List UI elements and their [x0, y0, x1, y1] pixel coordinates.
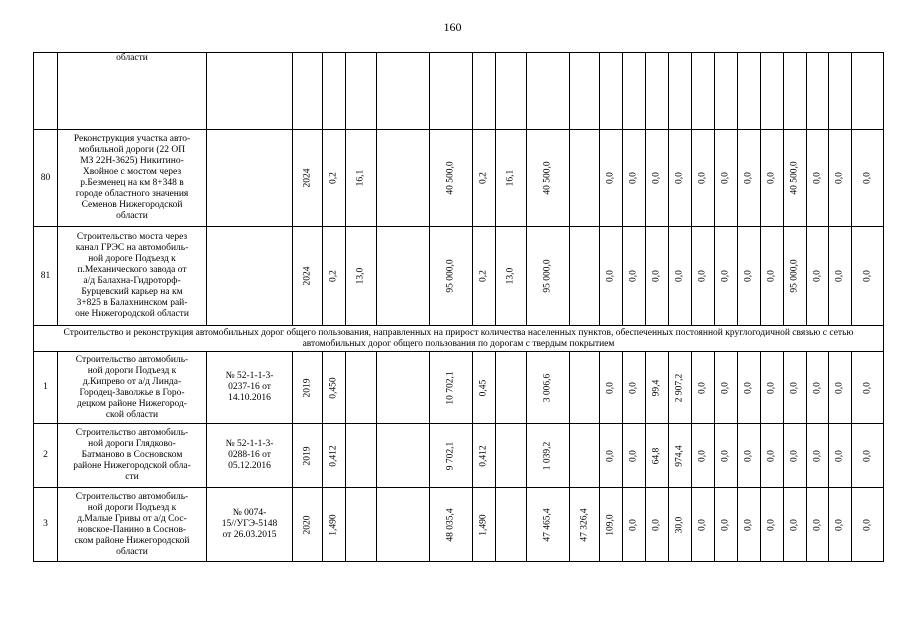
value-cell [570, 352, 600, 424]
cell-value: 0,0 [862, 172, 872, 184]
cell-value: 95 000,0 [789, 259, 800, 293]
text-line: Строительство автомобиль- [75, 428, 189, 438]
cell-value: 0,0 [605, 270, 616, 282]
value-cell [473, 130, 496, 227]
document-reference [207, 130, 293, 227]
value-cell [784, 53, 807, 130]
value-cell [430, 53, 473, 130]
text-line: городе областного значения [75, 189, 189, 199]
object-name [58, 227, 207, 326]
text-line: Строительство автомобиль- [75, 354, 189, 365]
value-cell [738, 488, 761, 562]
value-cell [527, 130, 570, 227]
text-line: № 0074- [232, 508, 267, 518]
cell-value: 0,2 [478, 172, 489, 184]
value-cell [692, 352, 715, 424]
cell-value: 0,0 [720, 270, 731, 282]
value-cell [293, 424, 323, 488]
value-cell [646, 424, 669, 488]
value-cell [807, 130, 829, 227]
value-cell [496, 53, 527, 130]
cell-value: 0,0 [834, 172, 845, 184]
text-line: 0237-16 от [228, 382, 271, 392]
text-line: № 52-1-1-3- [225, 371, 274, 381]
text-line: р.Безменец на км 8+348 в [80, 178, 184, 188]
value-cell [496, 130, 527, 227]
value-cell [496, 352, 527, 424]
row-number: 2 [34, 424, 58, 488]
value-cell [852, 352, 884, 424]
value-cell [600, 227, 623, 326]
value-cell [623, 424, 646, 488]
cell-value: 95 000,0 [542, 259, 553, 293]
text-line: ском районе Нижегородской [74, 535, 190, 546]
value-cell [646, 488, 669, 562]
cell-value: 99,4 [651, 379, 662, 396]
cell-value: 0,2 [478, 270, 489, 282]
value-cell [346, 227, 377, 326]
cell-value: 0,0 [862, 270, 872, 282]
value-cell [473, 352, 496, 424]
text-line: ной дороги Подъезд к [87, 365, 177, 376]
cell-value: 0,0 [605, 381, 616, 394]
cell-value: 0,0 [697, 381, 708, 394]
value-cell [715, 227, 738, 326]
text-line: ской области [105, 409, 159, 420]
table-row [34, 424, 884, 488]
table-row [34, 488, 884, 562]
table-row [34, 53, 884, 130]
cell-value: 0,0 [766, 172, 777, 184]
cell-value: 0,0 [605, 172, 616, 184]
cell-value: 0,0 [628, 381, 639, 394]
value-cell [807, 424, 829, 488]
value-cell [346, 53, 377, 130]
value-cell [692, 424, 715, 488]
cell-value: 109,0 [605, 513, 616, 536]
text-line: мобильной дороги (22 ОП [78, 145, 186, 155]
value-cell [829, 227, 852, 326]
text-line: 05.12.2016 [228, 461, 271, 471]
value-cell [761, 53, 784, 130]
cell-value: 0,0 [605, 449, 616, 462]
text-line: Семенов Нижегородской [81, 200, 183, 210]
value-cell [293, 227, 323, 326]
value-cell [600, 130, 623, 227]
value-cell [600, 352, 623, 424]
value-cell [715, 130, 738, 227]
value-cell [600, 424, 623, 488]
value-cell [623, 130, 646, 227]
value-cell [807, 488, 829, 562]
cell-value: 0,0 [720, 518, 731, 531]
cell-value: 0,0 [789, 449, 800, 462]
cell-value: 0,412 [478, 444, 489, 467]
cell-value: 0,0 [812, 270, 822, 282]
value-cell [829, 352, 852, 424]
cell-value: 40 500,0 [789, 161, 800, 195]
value-cell [346, 424, 377, 488]
text-line: 3+825 в Балахнинском рай- [76, 298, 188, 308]
cell-value: 0,0 [743, 270, 754, 282]
value-cell [293, 130, 323, 227]
value-cell [496, 488, 527, 562]
row-number: 80 [34, 130, 58, 227]
cell-value: 0,0 [834, 381, 845, 394]
value-cell [692, 53, 715, 130]
cell-value: 0,0 [628, 270, 639, 282]
cell-value: 0,0 [812, 518, 822, 531]
value-cell [669, 424, 692, 488]
table-row [34, 130, 884, 227]
value-cell [807, 352, 829, 424]
value-cell [377, 53, 430, 130]
document-reference [207, 227, 293, 326]
cell-value: 0,0 [651, 270, 662, 282]
cell-value: 0,0 [766, 381, 777, 394]
value-cell [761, 130, 784, 227]
text-line: а/д Балахна-Гидроторф- [83, 276, 181, 286]
value-cell [473, 424, 496, 488]
cell-value: 0,0 [743, 172, 754, 184]
value-cell [646, 53, 669, 130]
cell-value: 0,0 [697, 449, 708, 462]
text-line: 0288-16 от [228, 450, 271, 460]
value-cell [829, 130, 852, 227]
cell-value: 47 465,4 [542, 507, 553, 542]
value-cell [829, 424, 852, 488]
table-row [34, 352, 884, 424]
cell-value: 1 039,2 [542, 441, 553, 470]
value-cell [207, 53, 293, 130]
cell-value: 0,2 [328, 172, 339, 184]
cell-value: 2024 [302, 266, 312, 286]
document-reference [207, 352, 293, 424]
object-name [58, 488, 207, 562]
object-name [58, 130, 207, 227]
value-cell [570, 488, 600, 562]
cell-value: 2020 [302, 515, 312, 534]
document-reference [207, 488, 293, 562]
value-cell [377, 352, 430, 424]
value-cell [570, 53, 600, 130]
value-cell [293, 352, 323, 424]
cell-value: 16,1 [355, 169, 366, 187]
value-cell [430, 424, 473, 488]
cell-value: 48 035,4 [445, 507, 456, 542]
value-cell [807, 53, 829, 130]
value-cell [323, 53, 346, 130]
value-cell [377, 424, 430, 488]
cell-value: 0,0 [697, 172, 708, 184]
value-cell [715, 488, 738, 562]
cell-value: 0,0 [862, 518, 872, 531]
value-cell [623, 227, 646, 326]
text-line: децком районе Нижегород- [77, 398, 187, 409]
text-line: Городец-Заволжье в Горо- [79, 387, 185, 398]
cell-value: 47 326,4 [579, 507, 589, 542]
cell-value: 0,0 [628, 172, 639, 184]
text-line: Бурцевский карьер на км [81, 287, 183, 297]
cell-value: 0,0 [789, 518, 800, 531]
value-cell [293, 488, 323, 562]
value-cell [852, 130, 884, 227]
cell-value: 0,0 [628, 449, 639, 462]
value-cell [430, 130, 473, 227]
text-line: д.Малые Гривы от а/д Сос- [77, 513, 187, 524]
value-cell [738, 227, 761, 326]
value-cell [527, 488, 570, 562]
value-cell [692, 130, 715, 227]
value-cell [527, 53, 570, 130]
value-cell [692, 488, 715, 562]
value-cell [377, 130, 430, 227]
cell-value: 0,0 [697, 518, 708, 531]
value-cell [293, 53, 323, 130]
text-line: Реконструкция участка авто- [73, 134, 191, 144]
object-name [58, 424, 207, 488]
cell-value: 0,0 [674, 270, 685, 282]
cell-value: 0,0 [862, 449, 872, 462]
value-cell [829, 488, 852, 562]
value-cell [646, 227, 669, 326]
cell-value: 0,0 [834, 449, 845, 462]
text-line: районе Нижегородской обла- [73, 461, 191, 471]
text-line: ной дороге Подъезд к [88, 254, 176, 264]
cell-value: 0,0 [812, 172, 822, 184]
value-cell [346, 130, 377, 227]
cell-value: 30,0 [674, 516, 685, 533]
text-line: 15//УГЭ-5148 [221, 519, 278, 529]
text-line: оне Нижегородской области [75, 309, 189, 319]
cell-value: 0,45 [478, 379, 489, 396]
value-cell [646, 352, 669, 424]
value-cell [323, 424, 346, 488]
value-cell [761, 227, 784, 326]
cell-value: 2019 [302, 446, 312, 465]
text-line: Батманово в Сосновском [81, 450, 183, 460]
cell-value: 0,0 [651, 518, 662, 531]
page-number: 160 [443, 20, 462, 34]
value-cell [829, 53, 852, 130]
value-cell [496, 227, 527, 326]
value-cell [600, 53, 623, 130]
value-cell [323, 227, 346, 326]
value-cell [473, 488, 496, 562]
value-cell [669, 227, 692, 326]
value-cell [784, 352, 807, 424]
cell-value: 0,0 [697, 270, 708, 282]
value-cell [377, 227, 430, 326]
value-cell [669, 352, 692, 424]
cell-value: 0,2 [328, 270, 339, 282]
cell-value: 95 000,0 [445, 259, 456, 293]
cell-value: 3 006,6 [542, 373, 553, 402]
cell-value: 0,0 [812, 381, 822, 394]
value-cell [715, 352, 738, 424]
cell-value: 40 500,0 [445, 161, 456, 195]
value-cell [600, 488, 623, 562]
value-cell [852, 424, 884, 488]
cell-value: 10 702,1 [445, 370, 456, 405]
text-line: Строительство моста через [76, 232, 188, 242]
value-cell [669, 53, 692, 130]
cell-value: 0,0 [743, 449, 754, 462]
value-cell [738, 130, 761, 227]
cell-value: 0,0 [743, 381, 754, 394]
cell-value: 0,0 [766, 449, 777, 462]
cell-value: 0,0 [834, 518, 845, 531]
value-cell [852, 488, 884, 562]
cell-value: 0,0 [720, 449, 731, 462]
text-line: от 26.03.2015 [222, 530, 277, 540]
value-cell [473, 227, 496, 326]
value-cell [430, 352, 473, 424]
text-line: МЗ 22Н-3625) Никитино- [80, 156, 184, 166]
value-cell [784, 424, 807, 488]
cell-value: 0,0 [812, 449, 822, 462]
value-cell [473, 53, 496, 130]
value-cell [784, 130, 807, 227]
value-cell [761, 424, 784, 488]
text-line: 14.10.2016 [228, 393, 271, 403]
cell-value: 0,450 [328, 376, 339, 399]
cell-value: 13,0 [505, 267, 516, 285]
cell-value: 0,0 [743, 518, 754, 531]
cell-value: 1,490 [328, 513, 339, 536]
cell-value: 0,0 [766, 270, 777, 282]
value-cell [323, 130, 346, 227]
value-cell [669, 488, 692, 562]
text-line: сти [125, 472, 139, 482]
value-cell [570, 130, 600, 227]
object-name: области [58, 53, 207, 130]
cell-value: 2024 [302, 168, 312, 188]
cell-value: 2019 [302, 378, 312, 397]
cell-value: 0,0 [862, 381, 872, 394]
cell-value: 64,8 [651, 447, 662, 464]
value-cell [715, 424, 738, 488]
value-cell [692, 227, 715, 326]
value-cell [430, 227, 473, 326]
section-row [34, 326, 884, 352]
cell-value: 0,0 [766, 518, 777, 531]
cell-value: 40 500,0 [542, 161, 553, 195]
section-title: Строительство и реконструкция автомобильных дорог общего пользования, направленных на прирост количества населенных пунктов, обеспеченных постоянной круглогодичной связью с сетью автомобильных дорог общего пользования по дорогам с твердым покрытием [34, 326, 884, 352]
cell-value: 13,0 [355, 267, 366, 285]
value-cell [852, 227, 884, 326]
value-cell [807, 227, 829, 326]
text-line: ной дороги Подъезд к [87, 502, 177, 513]
value-cell [623, 53, 646, 130]
value-cell [527, 227, 570, 326]
text-line: канал ГРЭС на автомобиль- [75, 243, 189, 253]
table-row [34, 227, 884, 326]
value-cell [646, 130, 669, 227]
cell-value: 0,0 [789, 381, 800, 394]
value-cell [570, 227, 600, 326]
value-cell [527, 424, 570, 488]
cell-value: 0,0 [674, 172, 685, 184]
value-cell [852, 53, 884, 130]
text-line: области [116, 546, 148, 557]
cell-value: 16,1 [505, 169, 516, 187]
value-cell [761, 488, 784, 562]
cell-value: 0,0 [720, 172, 731, 184]
value-cell [527, 352, 570, 424]
value-cell [570, 424, 600, 488]
cell-value: 1,490 [478, 513, 489, 536]
text-line: № 52-1-1-3- [225, 439, 274, 449]
cell-value: 0,0 [628, 518, 639, 531]
value-cell [738, 424, 761, 488]
row-number: 3 [34, 488, 58, 562]
value-cell [323, 352, 346, 424]
value-cell [784, 227, 807, 326]
cell-value: 9 702,1 [445, 441, 456, 470]
text-line: п.Механического завода от [77, 265, 187, 275]
cell-value: 0,0 [651, 172, 662, 184]
row-number: 81 [34, 227, 58, 326]
value-cell [623, 488, 646, 562]
text-line: ной дороги Глядково- [88, 439, 176, 449]
value-cell [761, 352, 784, 424]
value-cell [346, 488, 377, 562]
cell-value: 0,0 [834, 270, 845, 282]
data-table [33, 52, 884, 562]
value-cell [496, 424, 527, 488]
cell-value: 0,412 [328, 444, 339, 467]
cell-value: 2 907,2 [674, 373, 685, 402]
cell-value: 0,0 [720, 381, 731, 394]
text-line: новское-Панино в Соснов- [77, 524, 187, 535]
text-line: области [116, 211, 148, 221]
value-cell [669, 130, 692, 227]
value-cell [346, 352, 377, 424]
value-cell [623, 352, 646, 424]
value-cell [738, 352, 761, 424]
text-line: Строительство автомобиль- [75, 491, 189, 502]
object-name [58, 352, 207, 424]
cell-value: 974,4 [674, 444, 685, 467]
value-cell [784, 488, 807, 562]
row-number: 1 [34, 352, 58, 424]
text-line: д.Кипрево от а/д Линда- [82, 376, 182, 387]
value-cell [323, 488, 346, 562]
value-cell [738, 53, 761, 130]
text-line: Хвойное с мостом через [82, 167, 182, 177]
document-reference [207, 424, 293, 488]
row-number [34, 53, 58, 130]
value-cell [430, 488, 473, 562]
value-cell [715, 53, 738, 130]
value-cell [377, 488, 430, 562]
